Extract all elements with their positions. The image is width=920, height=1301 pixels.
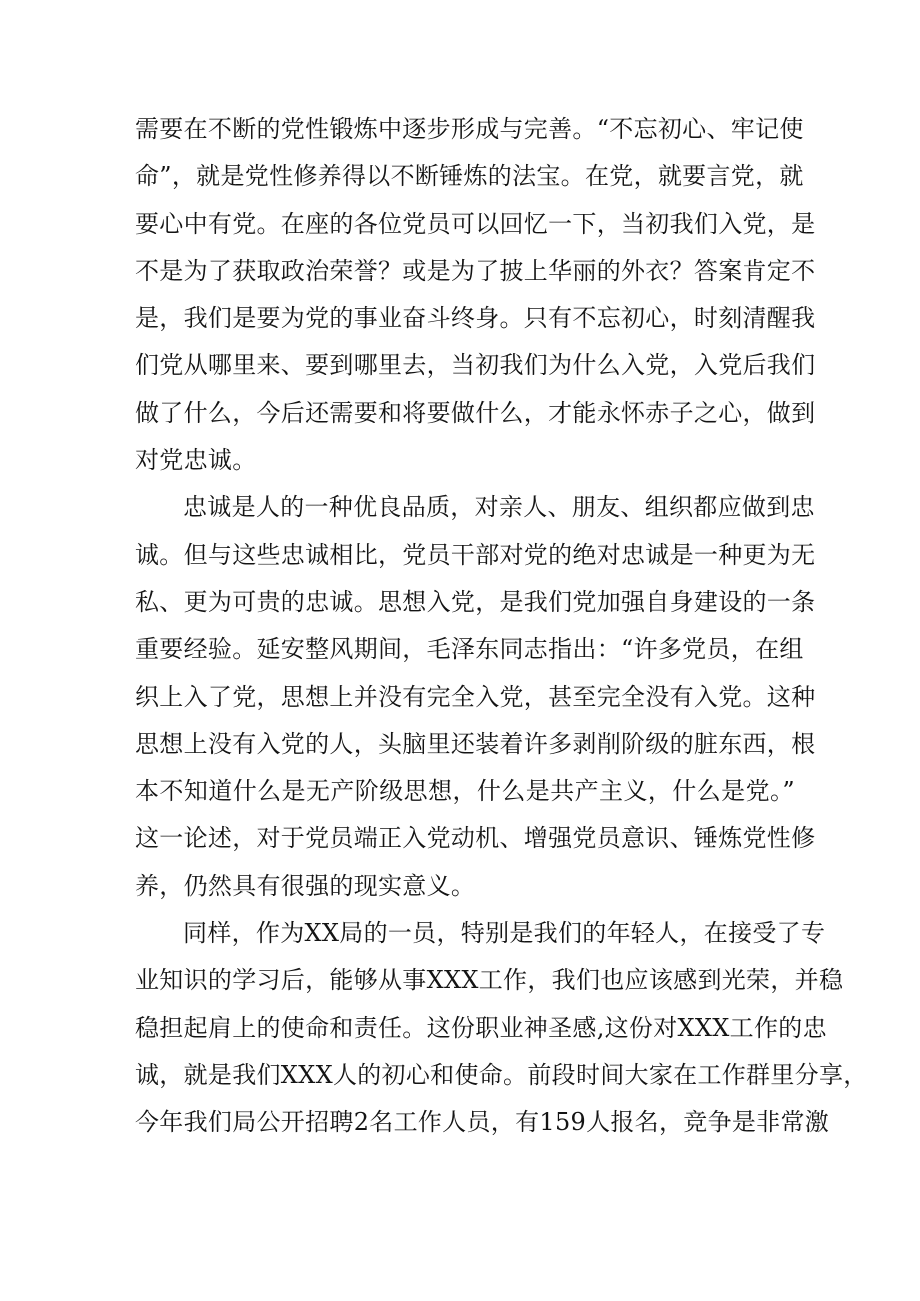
text-line: 诚。但与这些忠诚相比，党员干部对党的绝对忠诚是一种更为无 — [135, 540, 816, 569]
text-line: 需要在不断的党性锻炼中逐步形成与完善。“不忘初心、牢记使 — [135, 115, 804, 143]
text-line: 稳担起肩上的使命和责任。这份职业神圣感,这份对XXX工作的忠 — [135, 1013, 827, 1042]
text-line: 做了什么，今后还需要和将要做什么，才能永怀赤子之心，做到 — [135, 398, 816, 427]
text-line: 养，仍然具有很强的现实意义。 — [135, 871, 476, 900]
text-line: 忠诚是人的一种优良品质，对亲人、朋友、组织都应做到忠 — [183, 493, 815, 522]
text-line: 命”，就是党性修养得以不断锤炼的法宝。在党，就要言党，就 — [135, 162, 804, 191]
text-line: 诚，就是我们XXX人的初心和使命。前段时间大家在工作群里分享， — [135, 1060, 868, 1089]
document-body — [135, 106, 868, 1147]
text-line: 们党从哪里来、要到哪里去，当初我们为什么入党，入党后我们 — [135, 351, 816, 380]
text-line: 私、更为可贵的忠诚。思想入党，是我们党加强自身建设的一条 — [135, 587, 816, 616]
paragraph-3 — [135, 910, 868, 1146]
text-line: 思想上没有入党的人，头脑里还装着许多剥削阶级的脏东西，根 — [135, 729, 816, 758]
text-line: 对党忠诚。 — [135, 446, 257, 475]
text-line: 今年我们局公开招聘2名工作人员，有159人报名，竞争是非常激 — [135, 1108, 830, 1137]
text-line: 同样，作为XX局的一员，特别是我们的年轻人，在接受了专 — [183, 919, 826, 948]
text-line: 织上入了党，思想上并没有完全入党，甚至完全没有入党。这种 — [135, 682, 816, 711]
text-line: 重要经验。延安整风期间，毛泽东同志指出：“许多党员，在组 — [135, 635, 804, 664]
paragraph-2 — [135, 484, 816, 910]
text-line: 要心中有党。在座的各位党员可以回忆一下，当初我们入党，是 — [135, 209, 816, 238]
text-line: 不是为了获取政治荣誉？或是为了披上华丽的外衣？答案肯定不 — [135, 256, 816, 285]
text-line: 是，我们是要为党的事业奋斗终身。只有不忘初心，时刻清醒我 — [135, 304, 816, 333]
text-line: 本不知道什么是无产阶级思想，什么是共产主义，什么是党。” — [135, 777, 795, 806]
text-line: 这一论述，对于党员端正入党动机、增强党员意识、锤炼党性修 — [135, 824, 816, 853]
text-line: 业知识的学习后，能够从事XXX工作，我们也应该感到光荣，并稳 — [135, 966, 844, 995]
paragraph-1 — [135, 106, 816, 484]
